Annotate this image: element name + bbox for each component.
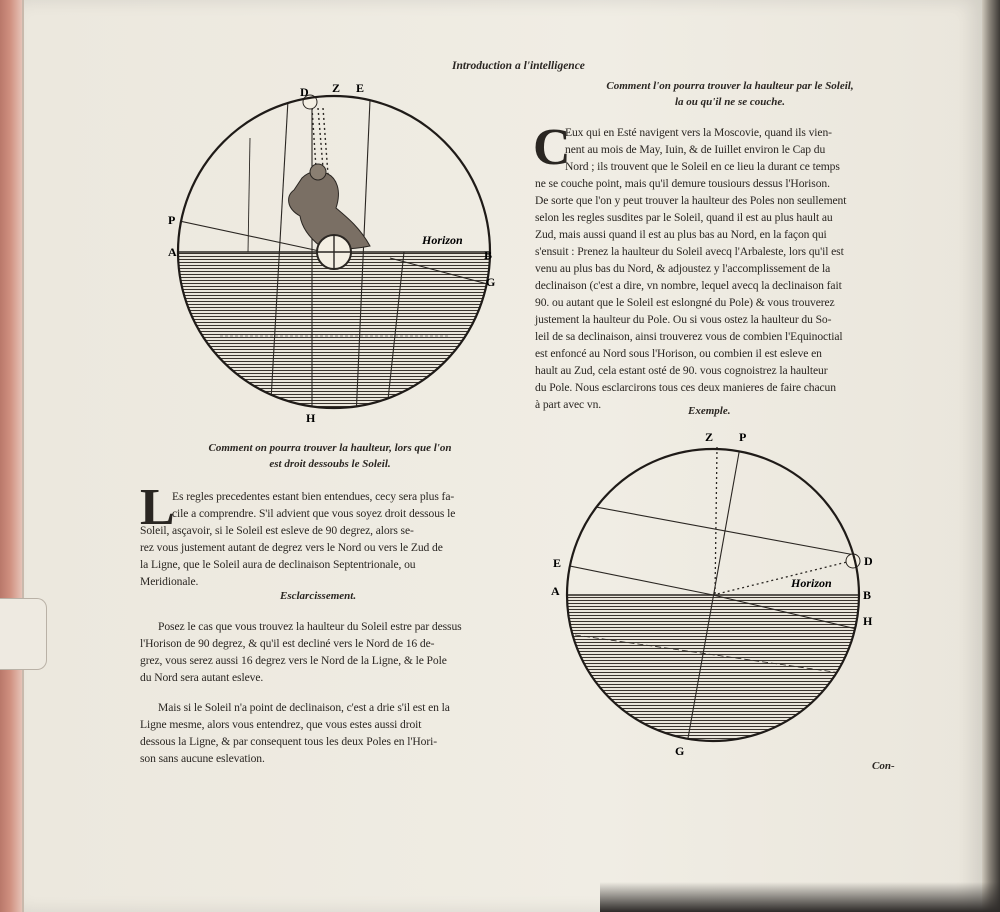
fig2-label-H: H bbox=[863, 614, 873, 628]
fig2-label-B: B bbox=[863, 588, 872, 602]
fig1-label-G: G bbox=[486, 275, 496, 289]
right-paragraph-line: 90. ou autant que le Soleil est eslongné du Pole) & vous trouverez bbox=[535, 296, 835, 309]
right-paragraph-line: declinaison (c'est a dire, vn nombre, lequel avecq la declinaison fait bbox=[535, 279, 842, 292]
fig2-label-A: A bbox=[551, 584, 560, 598]
fig2-label-G: G bbox=[675, 744, 685, 758]
left-paragraph-line: Es regles precedentes estant bien entendues, cecy sera plus fa- bbox=[172, 490, 455, 503]
page-clip-mark bbox=[0, 598, 47, 670]
fig1-label-E: E bbox=[356, 81, 365, 95]
right-paragraph-line: du Pole. Nous esclarcirons tous ces deux manieres de faire chacun bbox=[535, 381, 836, 394]
right-paragraph-line: venu au plus bas du Nord, & adjoustez y l'accomplissement de la bbox=[535, 262, 831, 275]
running-head: Introduction a l'intelligence bbox=[452, 60, 585, 72]
left-paragraph-line: rez vous justement autant de degrez vers le Nord ou vers le Zud de bbox=[140, 541, 443, 554]
left-paragraph-line: dessous la Ligne, & par consequent tous les deux Poles en l'Hori- bbox=[140, 735, 437, 748]
fig1-label-Z: Z bbox=[332, 81, 341, 95]
right-paragraph-line: justement la haulteur du Pole. Ou si vous ostez la haulteur du So- bbox=[535, 313, 832, 326]
right-paragraph-line: à part avec vn. bbox=[535, 398, 602, 411]
scan-shadow bbox=[600, 882, 1000, 912]
left-paragraph-line: la Ligne, que le Soleil aura de declinaison Septentrionale, ou bbox=[140, 558, 416, 571]
book-edge-left bbox=[0, 0, 22, 912]
right-section-title-line-1: Comment l'on pourra trouver la haulteur par le Soleil, bbox=[606, 80, 854, 92]
fig2-label-E: E bbox=[553, 556, 562, 570]
right-paragraph-line: ne se couche point, mais qu'il demure tousiours dessus l'Horison. bbox=[535, 177, 830, 190]
left-paragraph-line: cile a comprendre. S'il advient que vous soyez droit dessous le bbox=[172, 507, 456, 520]
left-paragraph-line: grez, vous serez aussi 16 degrez vers le Nord de la Ligne, & le Pole bbox=[140, 654, 447, 667]
right-paragraph-line: s'ensuit : Prenez la haulteur du Soleil avecq l'Arbaleste, lors qu'il est bbox=[535, 245, 844, 258]
fig2-label-Z: Z bbox=[705, 430, 714, 444]
left-paragraph-line: Soleil, asçavoir, si le Soleil est esleve de 90 degrez, alors se- bbox=[140, 524, 414, 537]
right-paragraph-line: leil de sa declinaison, ainsi trouverez vous de combien l'Equinoctial bbox=[535, 330, 843, 343]
right-paragraph-line: Eux qui en Esté navigent vers la Moscovie, quand ils vien- bbox=[565, 126, 832, 139]
fig1-shaded-lower-half bbox=[160, 252, 510, 428]
right-paragraph-line: De sorte que l'on y peut trouver la haulteur des Poles non seullement bbox=[535, 194, 847, 207]
left-section-title-line-1: Comment on pourra trouver la haulteur, lors que l'on bbox=[208, 442, 452, 454]
left-paragraph-line: l'Horison de 90 degrez, & qu'il est decliné vers le Nord de 16 de- bbox=[140, 637, 435, 650]
left-paragraph-line: son sans aucune eslevation. bbox=[140, 752, 265, 765]
fig1-globe-icon bbox=[317, 235, 351, 269]
figure-2-diagram bbox=[545, 425, 880, 765]
left-section-title-line-2: est droit dessoubs le Soleil. bbox=[269, 458, 391, 470]
esclarcissement-heading: Esclarcissement. bbox=[280, 590, 357, 602]
fig2-label-P: P bbox=[739, 430, 747, 444]
fig2-label-D: D bbox=[864, 554, 873, 568]
fig1-horizon-label: Horizon bbox=[422, 233, 463, 247]
right-paragraph-line: Zud, mais aussi quand il est au plus bas au Nord, en la façon qui bbox=[535, 228, 827, 241]
fig1-label-P: P bbox=[168, 213, 176, 227]
catchword: Con- bbox=[872, 760, 895, 772]
fig1-label-A: A bbox=[168, 245, 177, 259]
right-paragraph-dropcap: C bbox=[533, 119, 571, 176]
left-paragraph-line: Mais si le Soleil n'a point de declinaison, c'est a drie s'il est en la bbox=[158, 701, 450, 714]
exemple-heading: Exemple. bbox=[688, 405, 731, 417]
fig1-label-H: H bbox=[306, 411, 316, 425]
left-paragraph-line: Meridionale. bbox=[140, 575, 199, 588]
right-paragraph-line: est enfoncé au Nord sous l'Horison, ou combien il est esleve en bbox=[535, 347, 822, 360]
left-paragraph-line: Ligne mesme, alors vous entendrez, que vous estes aussi droit bbox=[140, 718, 422, 731]
right-paragraph-line: hault au Zud, cela estant osté de 90. vous cognoistrez la haulteur bbox=[535, 364, 828, 377]
left-paragraph-line: du Nord sera autant esleve. bbox=[140, 671, 264, 684]
fig1-label-B: B bbox=[484, 248, 493, 262]
right-paragraph-line: Nord ; ils trouvent que le Soleil en ce lieu la durant ce temps bbox=[565, 160, 840, 173]
fig2-dotted-lines bbox=[713, 447, 851, 595]
right-paragraph-line: nent au mois de May, Iuin, & de Iuillet environ le Cap du bbox=[565, 143, 826, 156]
fig1-label-D: D bbox=[300, 85, 309, 99]
right-paragraph-line: selon les regles susdites par le Soleil, quand il est au plus hault au bbox=[535, 211, 833, 224]
page-edge-right bbox=[982, 0, 1000, 912]
left-paragraph-line: Posez le cas que vous trouvez la haulteur du Soleil estre par dessus bbox=[158, 620, 462, 633]
fig2-horizon-label: Horizon bbox=[791, 576, 832, 590]
left-paragraph-dropcap: L bbox=[140, 479, 175, 536]
figure-1-diagram bbox=[160, 78, 510, 428]
right-section-title-line-2: la ou qu'il ne se couche. bbox=[674, 96, 785, 108]
